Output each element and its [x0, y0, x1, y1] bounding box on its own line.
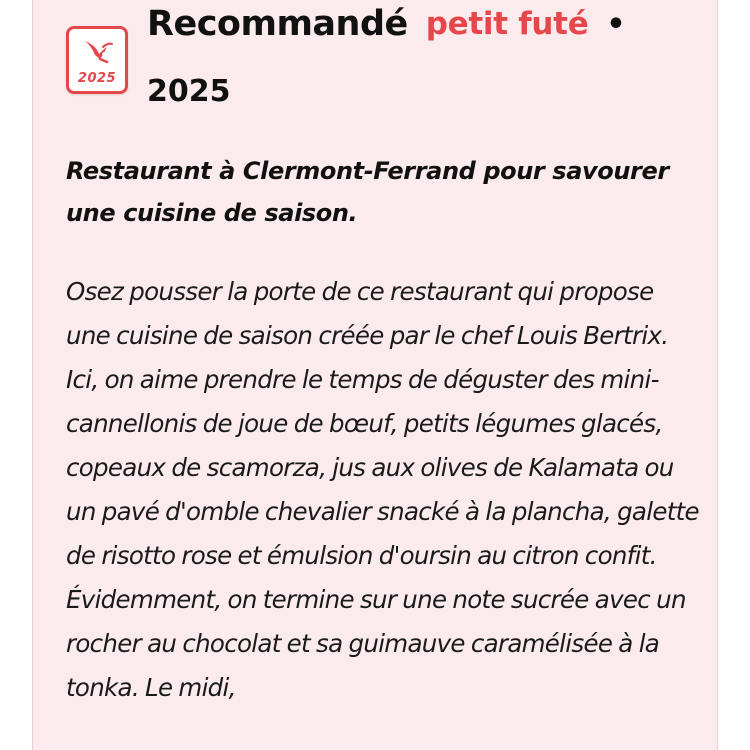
award-title: [147, 4, 626, 54]
petit-fute-bird-icon: [81, 35, 115, 65]
recommended-label: Recommandé: [147, 4, 408, 44]
brand-logo-text[interactable]: petit futé: [425, 6, 589, 42]
restaurant-description: Osez pousser la porte de ce restaurant qui propose une cuisine de saison créée par le chef Louis Bertrix. Ici, on aime prendre le temps de déguster des mini-cannellonis de joue de bœuf, petits légumes glacés, copeaux de scamorza, jus aux olives de Kalamata ou un pavé d'omble chevalier snacké à la plancha, galette de risotto rose et émulsion d'oursin au citron confit. Évidemment, on termine sur une note sucrée avec un rocher au chocolat et sa guimauve caramélisée à la tonka. Le midi,: [66, 277, 699, 702]
award-year: 2025: [147, 74, 231, 109]
badge-year: 2025: [77, 71, 117, 86]
title-separator: •: [606, 6, 626, 42]
petit-fute-badge: [66, 26, 128, 94]
recommendation-card: [32, 0, 718, 750]
restaurant-subtitle: Restaurant à Clermont-Ferrand pour savourer une cuisine de saison.: [66, 157, 669, 227]
